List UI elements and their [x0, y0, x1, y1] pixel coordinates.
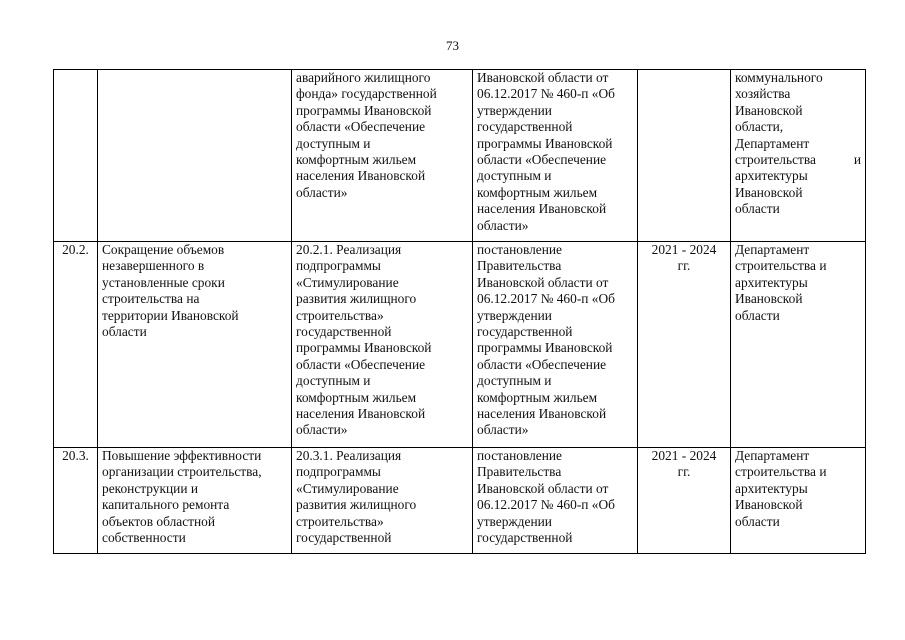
executor-line: хозяйства — [735, 86, 791, 102]
executor-cell: Департамент строительства и архитектуры Ивановской области — [731, 448, 866, 554]
period-cell — [638, 70, 731, 242]
table-row — [54, 70, 866, 242]
document-cell: постановление Правительства Ивановской области от 06.12.2017 № 460-п «Об утверждении государственной — [473, 448, 638, 554]
executor-line: архитектуры — [735, 168, 808, 184]
executor-word: и — [853, 152, 861, 168]
executor-line: Ивановской — [735, 184, 803, 200]
executor-line-justified — [735, 152, 861, 168]
document-cell: Ивановской области от 06.12.2017 № 460-п «Об утверждении государственной программы Ивановской области «Обеспечение доступным и комфортным жильем населения Ивановской области» — [473, 70, 638, 242]
executor-cell: Департамент строительства и архитектуры Ивановской области — [731, 242, 866, 448]
table-row — [54, 448, 866, 554]
executor-line: Ивановской — [735, 102, 803, 118]
period-cell: 2021 - 2024 гг. — [638, 242, 731, 448]
row-number: 20.3. — [54, 448, 98, 554]
row-number: 20.2. — [54, 242, 98, 448]
document-cell: постановление Правительства Ивановской области от 06.12.2017 № 460-п «Об утверждении государственной программы Ивановской области «Обеспечение доступным и комфортным жильем населения Ивановской области» — [473, 242, 638, 448]
period-cell: 2021 - 2024 гг. — [638, 448, 731, 554]
executor-line: области, — [735, 119, 784, 135]
executor-line: Департамент — [735, 135, 810, 151]
task-cell: Повышение эффективности организации строительства, реконструкции и капитального ремонта объектов областной собственности — [98, 448, 292, 554]
executor-word: строительства — [735, 152, 816, 168]
executor-line: области — [735, 201, 780, 217]
task-cell — [98, 70, 292, 242]
task-cell: Сокращение объемов незавершенного в установленные сроки строительства на территории Ивановской области — [98, 242, 292, 448]
table-row — [54, 242, 866, 448]
activity-cell: аварийного жилищного фонда» государственной программы Ивановской области «Обеспечение доступным и комфортным жильем населения Ивановской области» — [292, 70, 473, 242]
activity-cell: 20.2.1. Реализация подпрограммы «Стимулирование развития жилищного строительства» государственной программы Ивановской области «Обеспечение доступным и комфортным жильем населения Ивановской области» — [292, 242, 473, 448]
executor-cell — [731, 70, 866, 242]
row-number — [54, 70, 98, 242]
page-number: 73 — [446, 38, 459, 53]
activity-cell: 20.3.1. Реализация подпрограммы «Стимулирование развития жилищного строительства» государственной — [292, 448, 473, 554]
executor-line: коммунального — [735, 70, 823, 85]
plan-table — [53, 69, 866, 554]
